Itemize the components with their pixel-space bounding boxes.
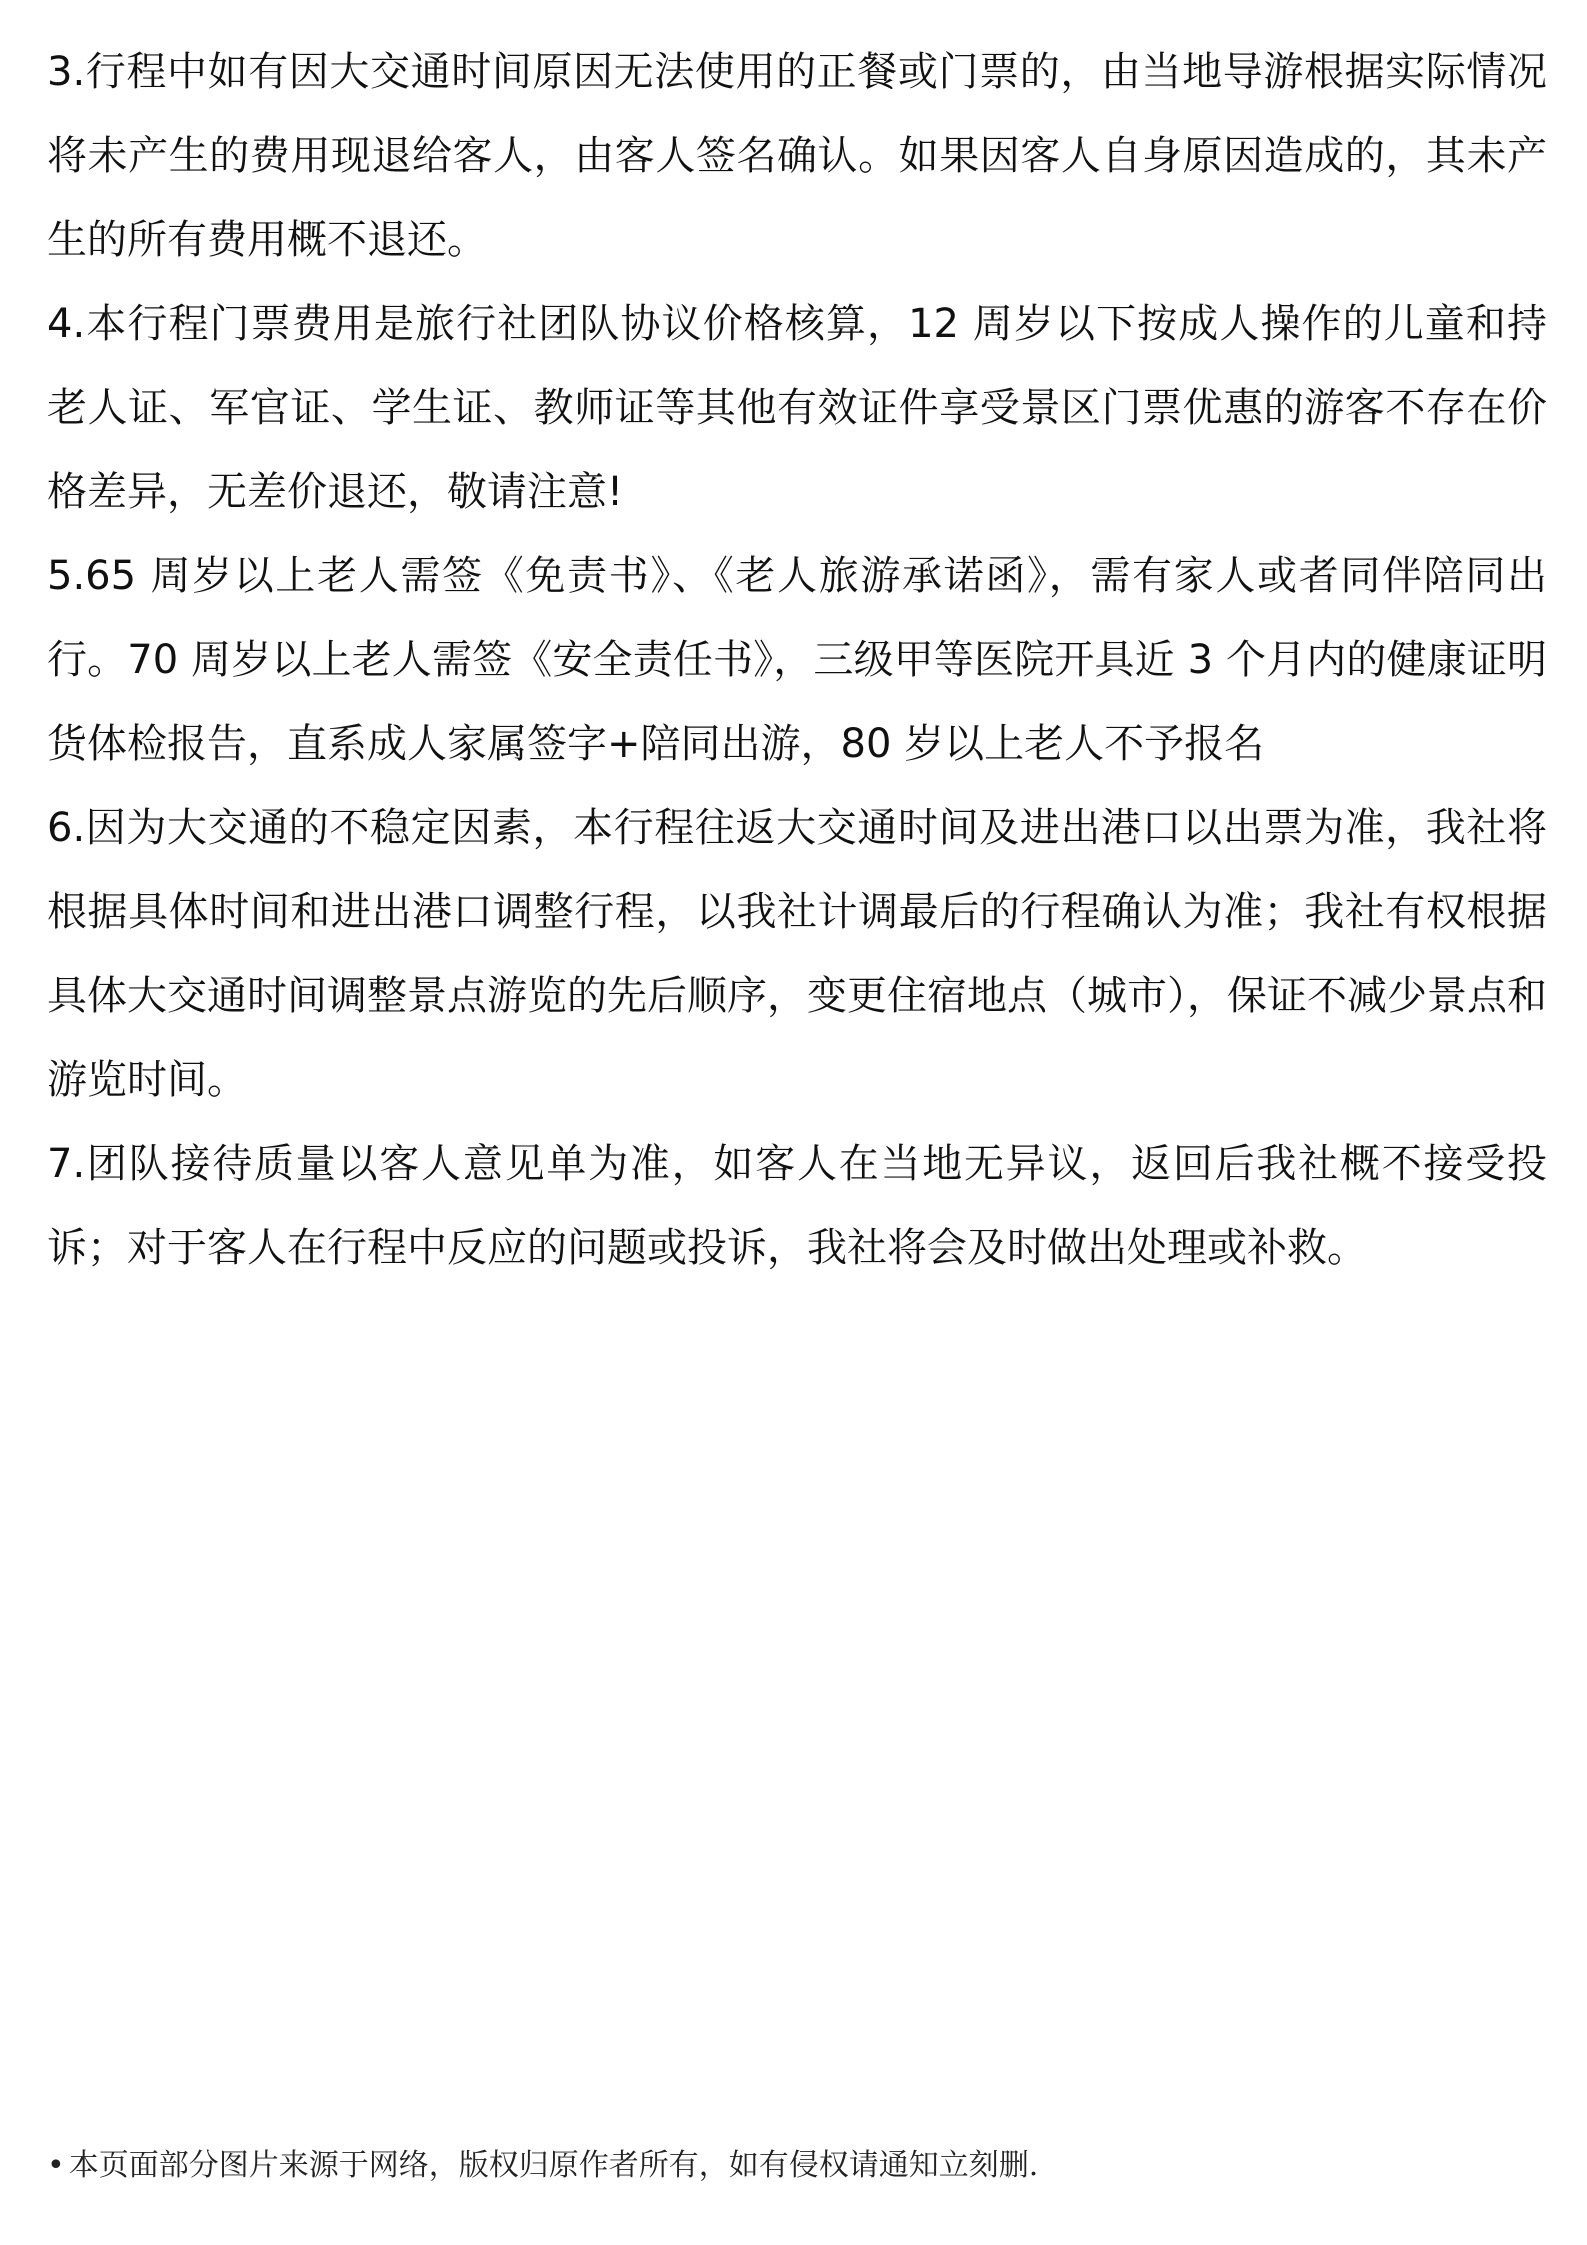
paragraph-item-3: 3.行程中如有因大交通时间原因无法使用的正餐或门票的，由当地导游根据实际情况将未产生的费用现退给客人，由客人签名确认。如果因客人自身原因造成的，其未产生的所有费用概不退还。 <box>47 49 1547 263</box>
copyright-text: 本页面部分图片来源于网络，版权归原作者所有，如有侵权请通知立刻删. <box>68 2148 1039 2183</box>
document-body <box>47 30 1547 1290</box>
paragraph-item-6: 6.因为大交通的不稳定因素，本行程往返大交通时间及进出港口以出票为准，我社将根据具体时间和进出港口调整行程，以我社计调最后的行程确认为准；我社有权根据具体大交通时间调整景点游览的先后顺序，变更住宿地点（城市），保证不减少景点和游览时间。 <box>47 805 1547 1103</box>
paragraph-item-4: 4.本行程门票费用是旅行社团队协议价格核算，12 周岁以下按成人操作的儿童和持老人证、军官证、学生证、教师证等其他有效证件享受景区门票优惠的游客不存在价格差异，无差价退还，敬请注意! <box>47 301 1547 515</box>
copyright-footer <box>47 2146 1038 2186</box>
paragraph-item-7: 7.团队接待质量以客人意见单为准，如客人在当地无异议，返回后我社概不接受投诉；对于客人在行程中反应的问题或投诉，我社将会及时做出处理或补救。 <box>47 1141 1547 1271</box>
paragraph-item-5: 5.65 周岁以上老人需签《免责书》、《老人旅游承诺函》，需有家人或者同伴陪同出行。70 周岁以上老人需签《安全责任书》，三级甲等医院开具近 3 个月内的健康证明货体检报告，直系成人家属签字+陪同出游，80 岁以上老人不予报名 <box>47 553 1547 767</box>
bullet-icon: • <box>47 2148 65 2183</box>
